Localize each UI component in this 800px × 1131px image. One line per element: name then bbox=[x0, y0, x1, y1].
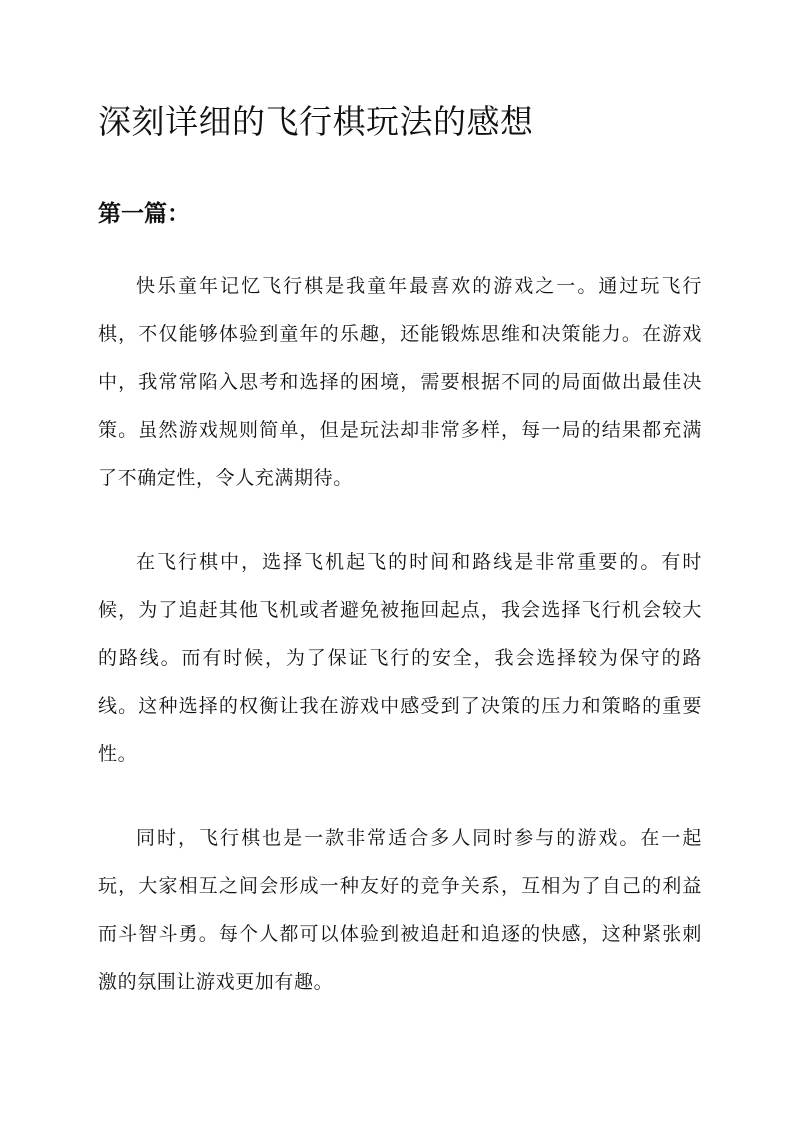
paragraph-1: 快乐童年记忆飞行棋是我童年最喜欢的游戏之一。通过玩飞行棋，不仅能够体验到童年的乐趣，还能锻炼思维和决策能力。在游戏中，我常常陷入思考和选择的困境，需要根据不同的局面做出最佳决策。虽然游戏规则简单，但是玩法却非常多样，每一局的结果都充满了不确定性，令人充满期待。 bbox=[98, 275, 702, 489]
paragraph-3: 同时，飞行棋也是一款非常适合多人同时参与的游戏。在一起玩，大家相互之间会形成一种友好的竞争关系，互相为了自己的利益而斗智斗勇。每个人都可以体验到被追赶和追逐的快感，这种紧张刺激的氛围让游戏更加有趣。 bbox=[98, 827, 702, 993]
section-heading: 第一篇： bbox=[98, 200, 190, 227]
paragraph-2: 在飞行棋中，选择飞机起飞的时间和路线是非常重要的。有时候，为了追赶其他飞机或者避免被拖回起点，我会选择飞行机会较大的路线。而有时候，为了保证飞行的安全，我会选择较为保守的路线。这种选择的权衡让我在游戏中感受到了决策的压力和策略的重要性。 bbox=[98, 551, 702, 765]
document-title: 深刻详细的飞行棋玩法的感想 bbox=[98, 102, 534, 141]
document-body bbox=[98, 262, 702, 1042]
